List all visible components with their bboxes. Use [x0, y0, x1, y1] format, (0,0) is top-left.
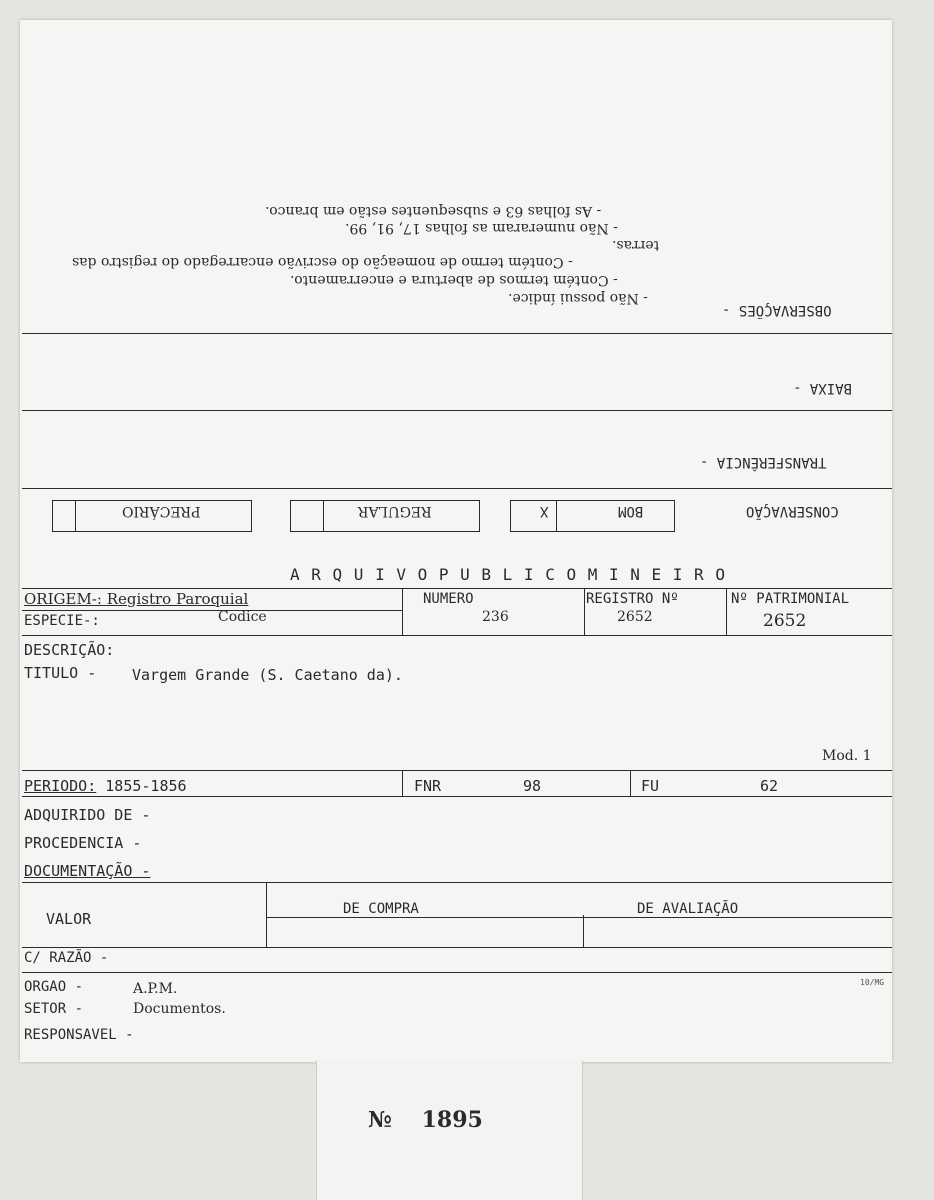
de-compra-label: DE COMPRA: [343, 901, 419, 917]
origem-label: ORIGEM-:: [24, 590, 102, 608]
transferencia-label: TRANSFERÊNCIA -: [700, 454, 827, 470]
divider-avaliacao: [583, 915, 584, 947]
bom-divider: [556, 500, 557, 532]
print-code: 10/MG: [860, 978, 885, 987]
valor-label: VALOR: [46, 910, 92, 928]
adquirido-label: ADQUIRIDO DE -: [24, 806, 151, 824]
regular-label: REGULAR: [358, 503, 432, 519]
rule-origem: [22, 610, 402, 611]
fnr-label: FNR: [414, 777, 442, 795]
de-avaliacao-label: DE AVALIAÇÃO: [637, 901, 739, 917]
periodo-label: PERIODO:: [24, 777, 97, 795]
divider-patrimonial: [726, 588, 727, 635]
baixa-label: BAIXA -: [793, 380, 853, 396]
observacoes-label: OBSERVAÇÕES -: [722, 302, 832, 318]
rule-razao: [22, 972, 892, 973]
orgao-value: A.P.M.: [133, 981, 178, 997]
orgao-label: ORGAO -: [24, 979, 84, 995]
observacoes-line-5: - Não numeraram as folhas 17, 91, 99.: [345, 220, 618, 236]
archive-header: A R Q U I V O P U B L I C O M I N E I R O: [290, 565, 726, 584]
catalog-card: [20, 20, 892, 1062]
bom-box: [510, 500, 675, 532]
especie-value: Codice: [218, 609, 267, 625]
divider-numero: [402, 588, 403, 635]
periodo-line: [24, 777, 187, 795]
rule-compra: [266, 917, 892, 918]
documentacao-label: DOCUMENTAÇÃO -: [24, 862, 151, 880]
titulo-value: Vargem Grande (S. Caetano da).: [132, 666, 403, 684]
procedencia-label: PROCEDENCIA -: [24, 834, 142, 852]
fnr-value: 98: [523, 777, 542, 795]
bom-label: BOM: [618, 503, 644, 519]
rule-header: [22, 588, 892, 589]
divider-fu: [630, 770, 631, 796]
numero-value: 236: [482, 609, 509, 625]
number-stamp: [368, 1107, 483, 1133]
divider-fnr: [402, 770, 403, 796]
especie-label: ESPECIE-:: [24, 613, 100, 629]
precario-label: PRECÁRIO: [122, 503, 201, 519]
rule-transferencia: [22, 488, 892, 489]
patrimonial-label: Nº PATRIMONIAL: [731, 591, 850, 607]
fu-value: 62: [760, 777, 779, 795]
divider-registro: [584, 588, 585, 635]
observacoes-line-6: - As folhas 63 e subsequentes estão em branco.: [265, 203, 602, 219]
bom-mark: X: [540, 503, 549, 519]
regular-divider: [323, 500, 324, 532]
mod-label: Mod. 1: [822, 748, 872, 764]
titulo-label: TITULO -: [24, 664, 97, 682]
observacoes-line-2: - Contém termos de abertura e encerramento.: [290, 272, 618, 288]
fu-label: FU: [641, 777, 660, 795]
responsavel-label: RESPONSAVEL -: [24, 1027, 134, 1043]
rule-periodo: [22, 796, 892, 797]
precario-divider: [75, 500, 76, 532]
conservacao-label: CONSERVAÇÃO: [746, 503, 839, 519]
rule-baixa: [22, 410, 892, 411]
setor-value: Documentos.: [133, 1001, 226, 1017]
registro-value: 2652: [617, 609, 653, 625]
patrimonial-value: 2652: [763, 611, 807, 631]
rule-documentacao: [22, 882, 892, 883]
divider-valor: [266, 882, 267, 947]
rule-valor: [22, 947, 892, 948]
origem-line: [24, 590, 248, 608]
razao-label: C/ RAZÃO -: [24, 950, 109, 966]
numero-label: NUMERO: [423, 591, 474, 607]
observacoes-line-4: terras.: [612, 237, 660, 253]
periodo-value: 1855-1856: [105, 777, 187, 795]
number-symbol: №: [368, 1107, 392, 1133]
rule-descricao: [22, 770, 892, 771]
rule-origem-block: [22, 635, 892, 636]
observacoes-line-3: - Contém termo de nomeação do escrivão encarregado do registro das: [72, 254, 573, 270]
origem-value: Registro Paroquial: [106, 590, 249, 608]
number-value: 1895: [421, 1107, 483, 1133]
registro-label: REGISTRO Nº: [586, 591, 679, 607]
rule-observacoes: [22, 333, 892, 334]
descricao-label: DESCRIÇÃO:: [24, 641, 115, 659]
setor-label: SETOR -: [24, 1001, 84, 1017]
observacoes-line-1: - Não possui índice.: [508, 290, 648, 306]
